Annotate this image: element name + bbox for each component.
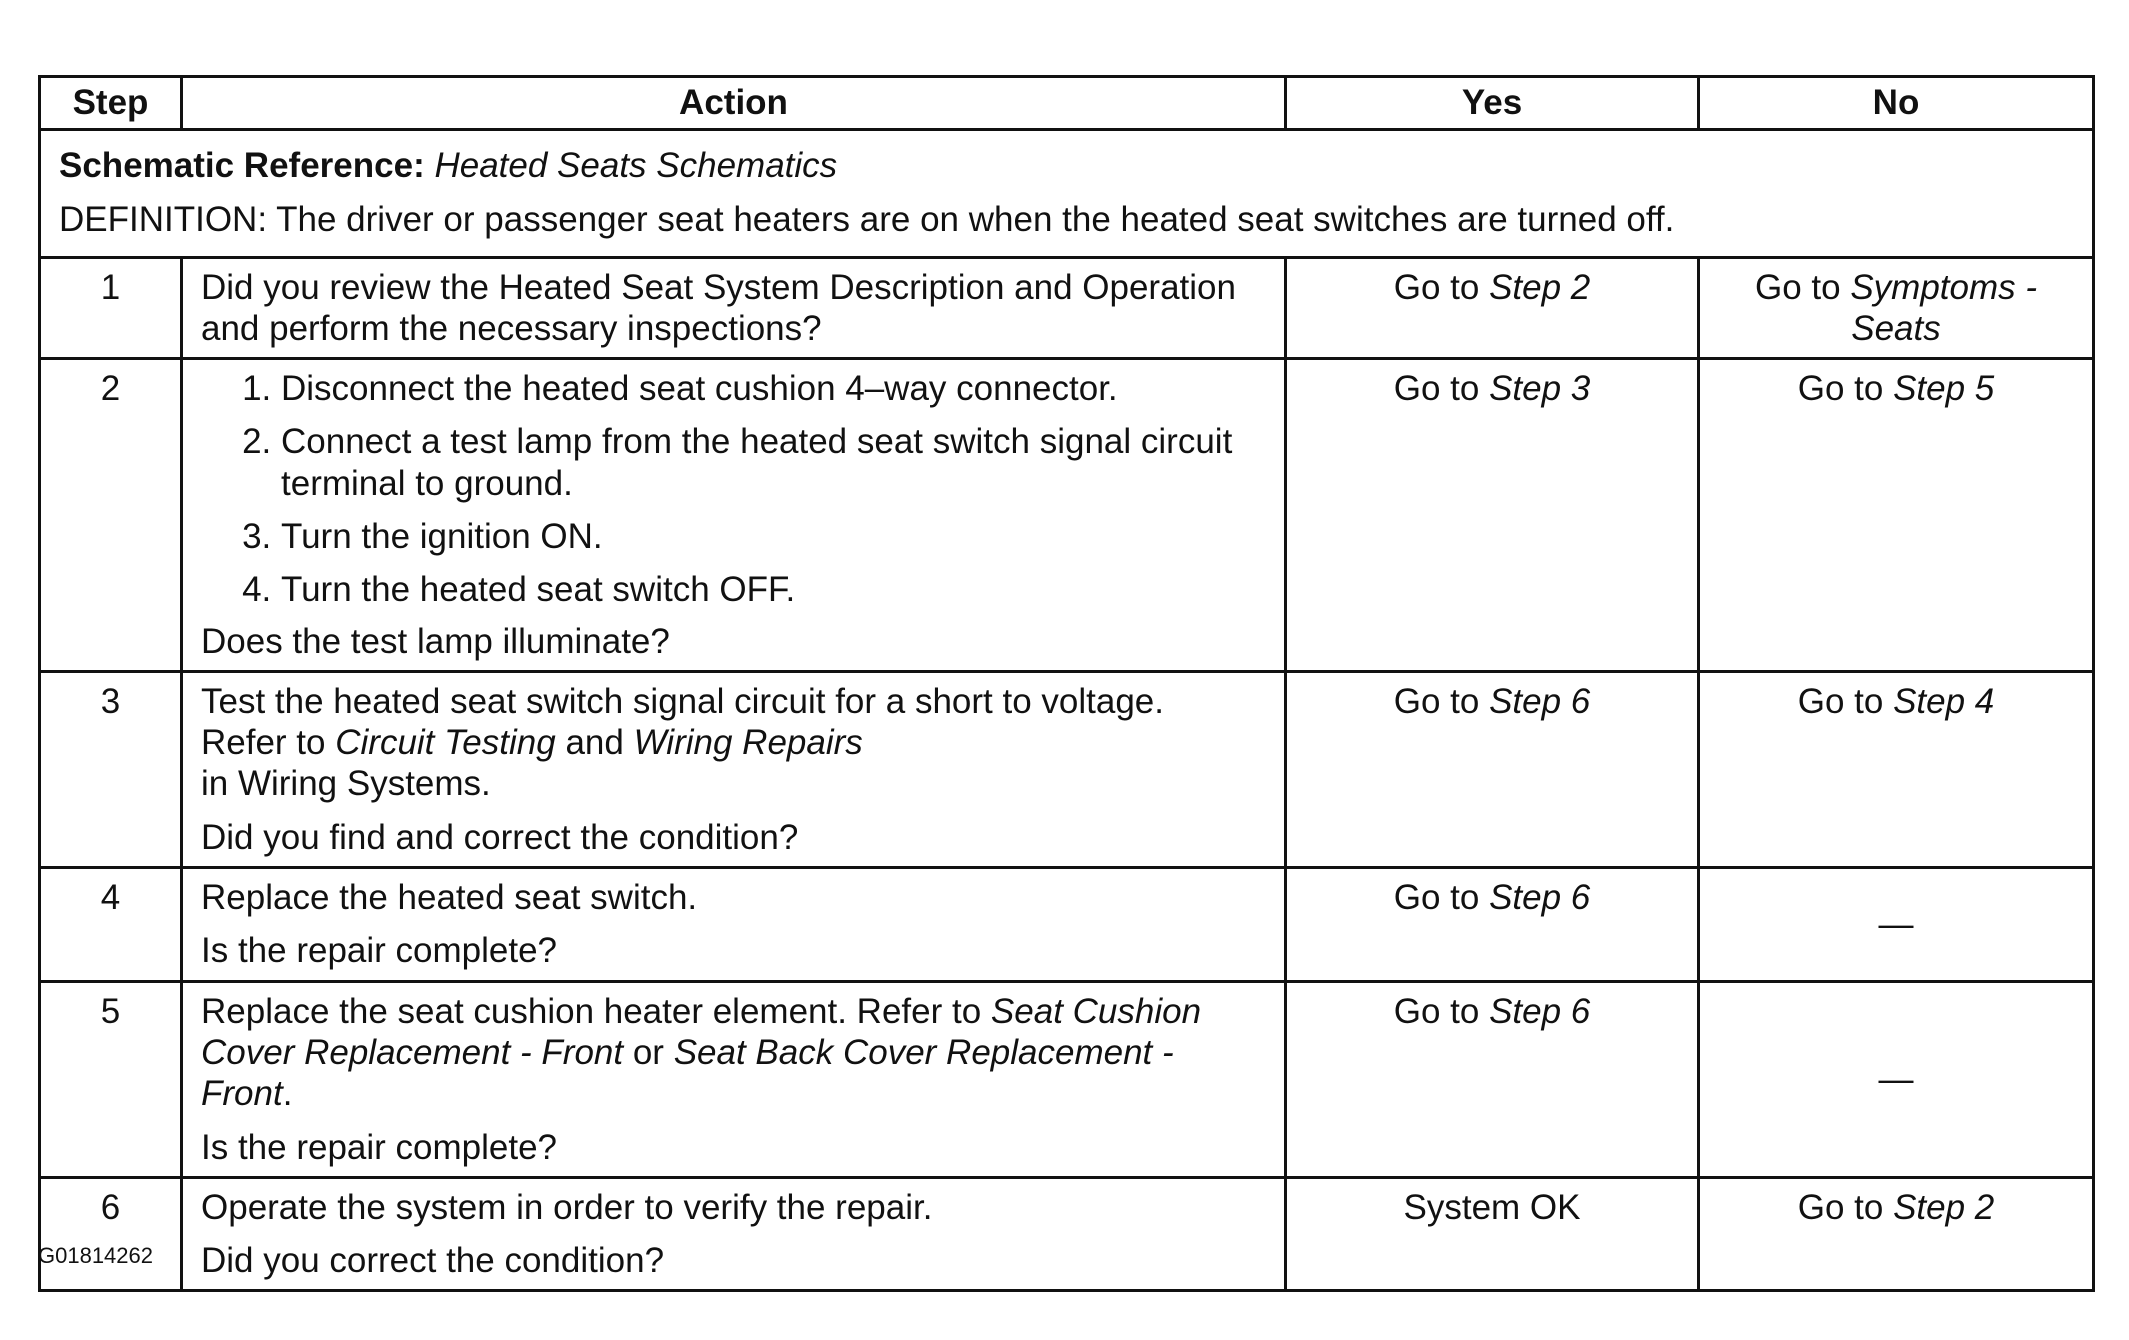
action-cell: [182, 671, 1286, 867]
step-number: 2: [40, 359, 182, 672]
no-dash: —: [1878, 904, 1914, 944]
no-prefix: Go to: [1797, 1187, 1884, 1227]
substep-list: [201, 368, 1266, 610]
period: .: [282, 1074, 293, 1114]
step-number: 1: [40, 257, 182, 359]
step-question: Is the repair complete?: [201, 1127, 558, 1167]
step-row-4: [40, 868, 2094, 982]
substep-item: 4. Turn the heated seat switch OFF.: [281, 569, 1266, 610]
yes-cell: [1286, 981, 1699, 1177]
yes-step-ref: Step 6: [1489, 878, 1591, 918]
no-cell: [1699, 671, 2094, 867]
yes-step-ref: Step 3: [1489, 369, 1591, 409]
header-yes: Yes: [1286, 77, 1699, 130]
no-step-ref: Symptoms - Seats: [1850, 267, 2038, 348]
action-cell: [182, 868, 1286, 982]
step-question: Did you find and correct the condition?: [201, 817, 799, 857]
no-cell: [1699, 868, 2094, 982]
no-step-ref: Step 2: [1893, 1187, 1995, 1227]
step-action-text: in Wiring Systems.: [201, 764, 491, 804]
substep-item: 2. Connect a test lamp from the heated seat switch signal circuit terminal to ground.: [281, 421, 1266, 504]
diagnostic-table: [38, 75, 2095, 1292]
step-number: 3: [40, 671, 182, 867]
yes-cell: [1286, 1177, 1699, 1291]
yes-cell: [1286, 868, 1699, 982]
reference-link: Circuit Testing: [335, 723, 556, 763]
header-row: [40, 77, 2094, 130]
no-step-ref: Step 4: [1893, 681, 1995, 721]
schematic-value: Heated Seats Schematics: [434, 146, 838, 185]
substep-item: 1. Disconnect the heated seat cushion 4–way connector.: [281, 368, 1266, 409]
yes-text: System OK: [1403, 1187, 1581, 1227]
reference-link: Wiring Repairs: [633, 723, 863, 763]
schematic-reference: [59, 139, 2074, 193]
yes-step-ref: Step 6: [1489, 681, 1591, 721]
step-action-text: [201, 991, 1266, 1115]
step-row-2: [40, 359, 2094, 672]
schematic-row: [40, 130, 2094, 258]
yes-prefix: Go to: [1393, 369, 1480, 409]
header-action: Action: [182, 77, 1286, 130]
figure-id: G01814262: [38, 1243, 153, 1268]
yes-prefix: Go to: [1393, 267, 1480, 307]
substep-item: 3. Turn the ignition ON.: [281, 516, 1266, 557]
no-prefix: Go to: [1797, 369, 1884, 409]
action-prefix: Replace the seat cushion heater element. Refer to: [201, 991, 982, 1031]
step-row-3: [40, 671, 2094, 867]
step-row-6: [40, 1177, 2094, 1291]
reference-link: Seat Cushion Cover Replacement - Front: [201, 991, 1202, 1072]
action-cell: [182, 1177, 1286, 1291]
no-prefix: Go to: [1797, 681, 1884, 721]
step-row-5: [40, 981, 2094, 1177]
header-no: No: [1699, 77, 2094, 130]
action-cell: [182, 257, 1286, 359]
step-question: Did you review the Heated Seat System Description and Operation and perform the necessary inspections?: [201, 267, 1236, 348]
step-number: 6: [40, 1177, 182, 1291]
definition-text: DEFINITION: The driver or passenger seat heaters are on when the heated seat switches are turned off.: [59, 200, 1675, 240]
action-cell: [182, 981, 1286, 1177]
step-row-1: [40, 257, 2094, 359]
yes-cell: [1286, 671, 1699, 867]
conjunction: or: [632, 1032, 664, 1072]
no-cell: [1699, 257, 2094, 359]
reference-link: Seat Back Cover Replacement - Front: [201, 1032, 1174, 1114]
yes-step-ref: Step 2: [1489, 267, 1591, 307]
no-cell: [1699, 1177, 2094, 1291]
step-question: Is the repair complete?: [201, 931, 558, 971]
schematic-label: Schematic Reference:: [59, 146, 425, 185]
yes-cell: [1286, 359, 1699, 672]
step-question: Did you correct the condition?: [201, 1241, 665, 1281]
header-step: Step: [40, 77, 182, 130]
no-prefix: Go to: [1754, 267, 1841, 307]
step-action-text: Replace the heated seat switch.: [201, 878, 698, 918]
no-cell: [1699, 981, 2094, 1177]
schematic-cell: [40, 130, 2094, 258]
step-number: 4: [40, 868, 182, 982]
no-cell: [1699, 359, 2094, 672]
yes-prefix: Go to: [1393, 991, 1480, 1031]
action-cell: [182, 359, 1286, 672]
yes-prefix: Go to: [1393, 878, 1480, 918]
no-step-ref: Step 5: [1893, 369, 1995, 409]
conjunction: and: [565, 723, 624, 763]
step-question: Does the test lamp illuminate?: [201, 621, 670, 661]
yes-prefix: Go to: [1393, 681, 1480, 721]
yes-step-ref: Step 6: [1489, 991, 1591, 1031]
step-action-text: Operate the system in order to verify the repair.: [201, 1187, 933, 1227]
refer-prefix: Refer to: [201, 723, 326, 763]
step-reference: [201, 722, 1266, 763]
step-action-text: Test the heated seat switch signal circuit for a short to voltage.: [201, 681, 1164, 721]
yes-cell: [1286, 257, 1699, 359]
step-number: 5: [40, 981, 182, 1177]
no-dash: —: [1878, 1059, 1914, 1099]
